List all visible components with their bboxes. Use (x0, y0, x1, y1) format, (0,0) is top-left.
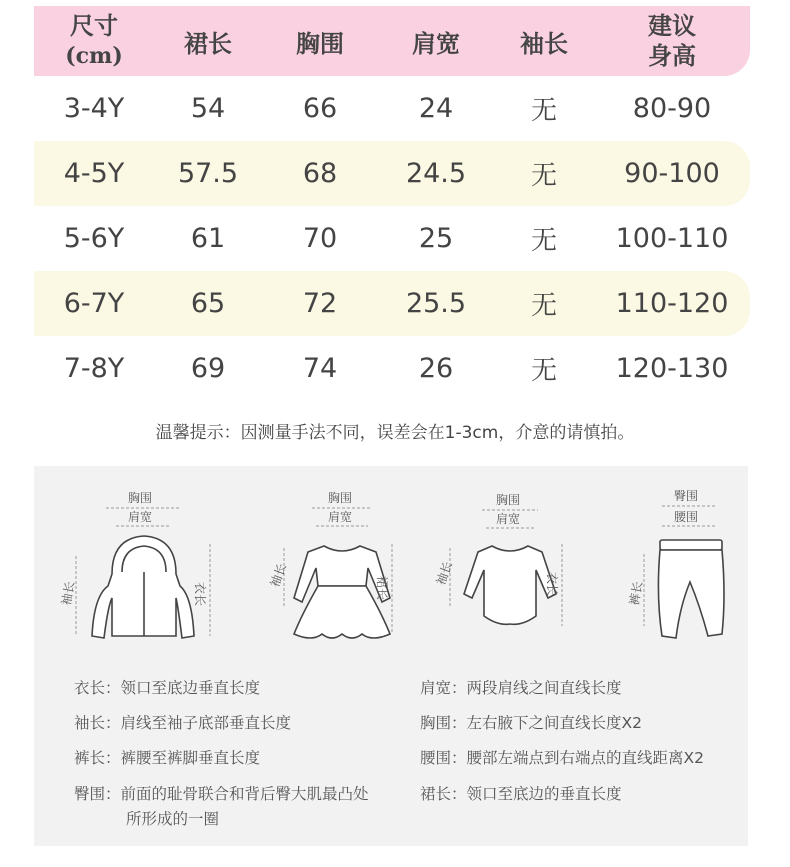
header-size-label: 尺寸 (70, 11, 118, 40)
cell-sleeve: 无 (530, 226, 557, 256)
dress-label-length: 裙长 (375, 576, 389, 601)
cell-chest: 68 (302, 158, 338, 189)
definition-item (74, 711, 291, 736)
romper-label-shoulder: 肩宽 (496, 512, 521, 526)
header-chest: 胸围 (296, 28, 344, 58)
dress-label-chest: 胸围 (328, 491, 353, 505)
cell-skirt-length: 57.5 (177, 158, 239, 189)
definition-term: 臀围： (74, 785, 121, 803)
definition-text: 左右腋下之间直线长度X2 (466, 714, 642, 732)
definition-text: 领口至底边垂直长度 (120, 679, 261, 697)
cell-chest: 74 (302, 353, 338, 384)
pants-diagram (627, 486, 740, 656)
romper-label-length: 衣长 (545, 572, 559, 597)
measurement-guide (34, 466, 748, 846)
definition-term: 裤长： (74, 749, 121, 767)
definition-item (420, 676, 622, 701)
coat-diagram (59, 486, 222, 656)
table-row (34, 141, 750, 206)
cell-shoulder: 25 (418, 223, 454, 254)
cell-shoulder: 24 (418, 93, 454, 124)
header-shoulder: 肩宽 (412, 28, 460, 58)
definition-term: 衣长： (74, 679, 121, 697)
coat-label-chest: 胸围 (128, 491, 153, 505)
romper-label-sleeve: 袖长 (433, 559, 456, 588)
pants-label-waist: 腰围 (674, 510, 699, 524)
definition-text: 腰部左端点到右端点的直线距离X2 (466, 749, 704, 767)
table-row (34, 76, 750, 141)
cell-sleeve: 无 (530, 96, 557, 126)
definition-term: 袖长： (74, 714, 121, 732)
romper-label-chest: 胸围 (496, 493, 521, 507)
definition-text: 肩线至袖子底部垂直长度 (120, 714, 292, 732)
cell-skirt-length: 65 (190, 288, 226, 319)
header-size-unit: (cm) (65, 43, 123, 69)
definition-term: 肩宽： (420, 679, 467, 697)
cell-sleeve: 无 (530, 356, 557, 386)
cell-height: 120-130 (615, 353, 729, 384)
cell-chest: 66 (302, 93, 338, 124)
cell-skirt-length: 54 (190, 93, 226, 124)
cell-skirt-length: 61 (190, 223, 226, 254)
cell-skirt-length: 69 (190, 353, 226, 384)
definition-term: 裙长： (420, 785, 467, 803)
dress-diagram (267, 486, 412, 656)
definition-item (74, 676, 260, 701)
definition-item (74, 782, 369, 832)
pants-label-length: 裤长 (627, 580, 646, 607)
cell-sleeve: 无 (530, 161, 557, 191)
header-height-line1: 建议 (648, 11, 696, 40)
table-header (34, 6, 750, 76)
cell-height: 80-90 (632, 93, 712, 124)
cell-shoulder: 24.5 (405, 158, 467, 189)
cell-size: 7-8Y (63, 353, 125, 384)
header-height-line2: 身高 (648, 41, 696, 70)
table-row (34, 206, 750, 271)
definition-text: 两段肩线之间直线长度 (466, 679, 622, 697)
cell-shoulder: 25.5 (405, 288, 467, 319)
coat-label-sleeve: 袖长 (59, 580, 78, 607)
cell-shoulder: 26 (418, 353, 454, 384)
definition-item (420, 782, 622, 807)
definition-term: 胸围： (420, 714, 467, 732)
definition-text: 前面的耻骨联合和背后臀大肌最凸处 (120, 785, 369, 803)
table-row (34, 271, 750, 336)
cell-size: 3-4Y (63, 93, 125, 124)
cell-height: 100-110 (615, 223, 729, 254)
definition-item (420, 746, 704, 771)
definition-text: 裤腰至裤脚垂直长度 (120, 749, 261, 767)
header-skirt-length: 裙长 (184, 28, 232, 58)
definition-text: 领口至底边的垂直长度 (466, 785, 622, 803)
cell-height: 90-100 (624, 158, 720, 189)
cell-size: 6-7Y (63, 288, 125, 319)
header-size (34, 11, 154, 71)
dress-label-shoulder: 肩宽 (328, 510, 353, 524)
header-sleeve: 袖长 (520, 28, 568, 58)
pants-label-hip: 臀围 (674, 489, 699, 503)
definition-text-cont: 所形成的一圈 (126, 810, 220, 828)
coat-label-length: 衣长 (193, 582, 207, 607)
cell-chest: 70 (302, 223, 338, 254)
cell-sleeve: 无 (530, 291, 557, 321)
definition-item (74, 746, 260, 771)
cell-height: 110-120 (615, 288, 729, 319)
cell-size: 5-6Y (63, 223, 125, 254)
measurement-tip: 温馨提示：因测量手法不同，误差会在1-3cm，介意的请慎拍。 (155, 423, 635, 443)
table-row (34, 336, 750, 401)
header-height (594, 11, 750, 71)
definition-item (420, 711, 642, 736)
cell-size: 4-5Y (63, 158, 125, 189)
cell-chest: 72 (302, 288, 338, 319)
size-table (34, 6, 750, 401)
definition-term: 腰围： (420, 749, 467, 767)
dress-label-sleeve: 袖长 (267, 561, 290, 590)
romper-diagram (433, 486, 578, 656)
coat-label-shoulder: 肩宽 (128, 510, 153, 524)
